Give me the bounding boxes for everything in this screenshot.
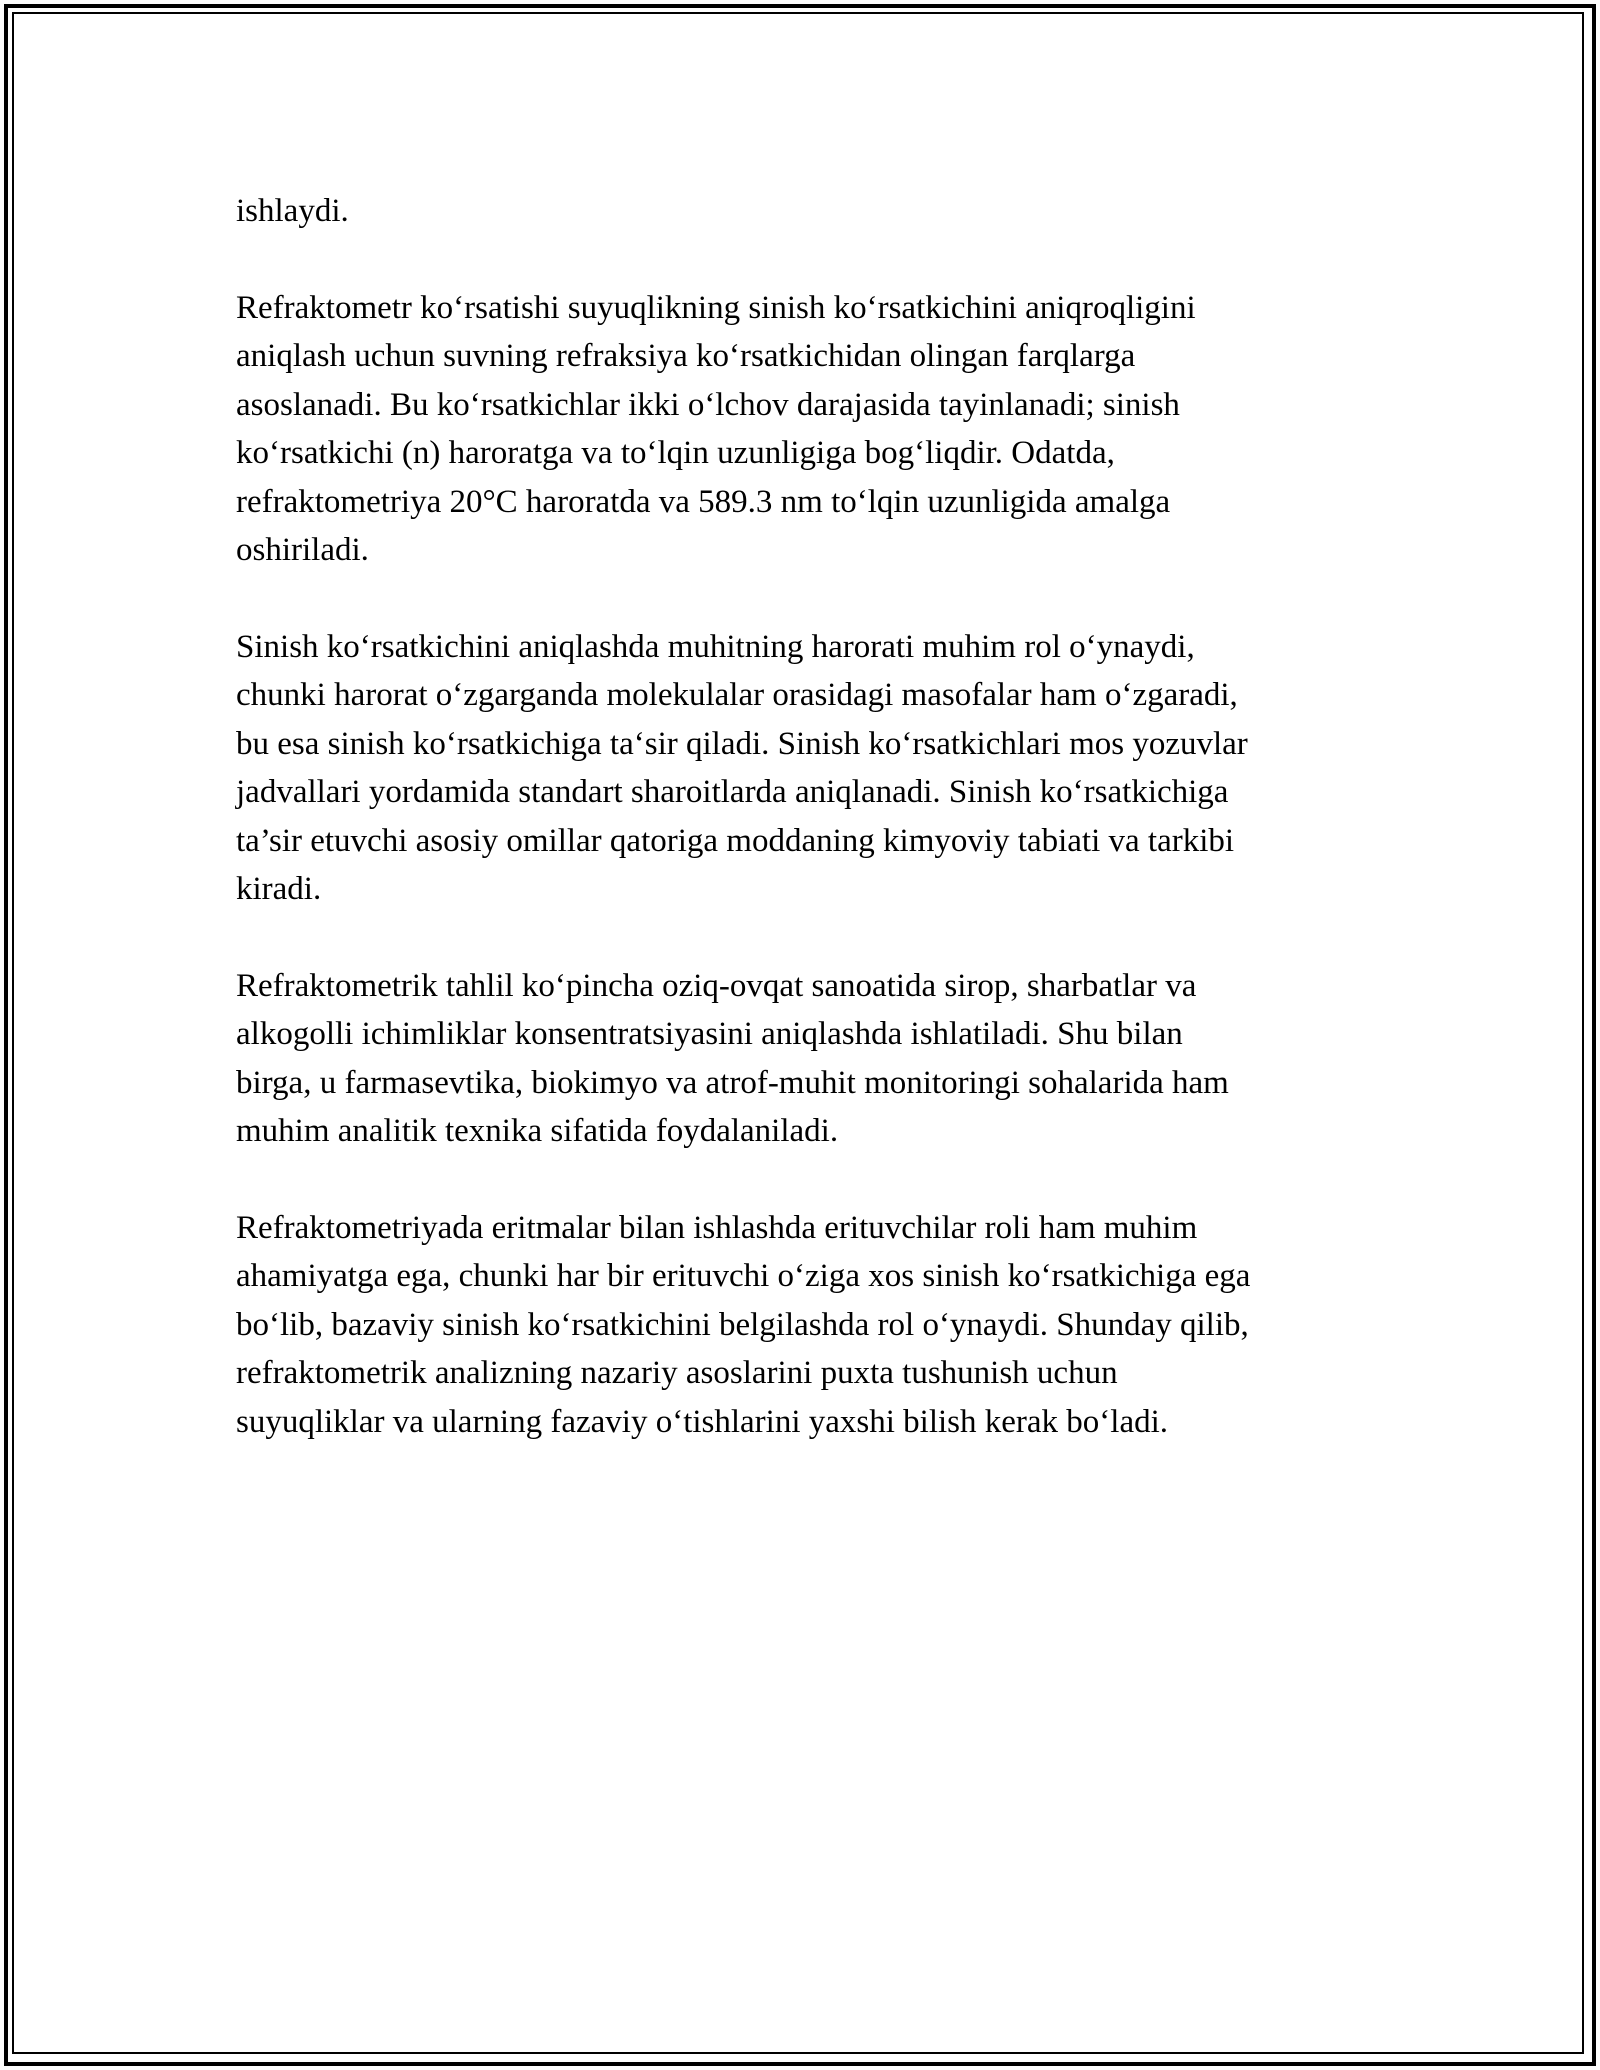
paragraph-3 — [236, 623, 1376, 914]
paragraph-2 — [236, 284, 1376, 575]
text-line: aniqlash uchun suvning refraksiya ko‘rsatkichidan olingan farqlarga — [236, 338, 1136, 374]
text-line: bo‘lib, bazaviy sinish ko‘rsatkichini belgilashda rol o‘ynaydi. Shunday qilib, — [236, 1306, 1249, 1343]
document-body — [236, 187, 1376, 1494]
paragraph-1 — [236, 187, 1376, 236]
text-line: bu esa sinish ko‘rsatkichiga ta‘sir qiladi. Sinish ko‘rsatkichlari mos yozuvlar — [236, 725, 1248, 762]
text-line: birga, u farmasevtika, biokimyo va atrof-muhit monitoringi sohalarida ham — [236, 1064, 1229, 1101]
text-line: ahamiyatga ega, chunki har bir erituvchi o‘ziga xos sinish ko‘rsatkichiga ega — [236, 1258, 1251, 1294]
text-line: refraktometrik analizning nazariy asoslarini puxta tushunish uchun — [236, 1355, 1118, 1391]
text-line: ishlaydi. — [236, 193, 349, 229]
text-line: Sinish ko‘rsatkichini aniqlashda muhitning harorati muhim rol o‘ynaydi, — [236, 628, 1195, 665]
text-line: ko‘rsatkichi (n) haroratga va to‘lqin uzunligiga bog‘liqdir. Odatda, — [236, 435, 1115, 471]
text-line: Refraktometr ko‘rsatishi suyuqlikning sinish ko‘rsatkichini aniqroqligini — [236, 289, 1196, 326]
text-line: chunki harorat o‘zgarganda molekulalar orasidagi masofalar ham o‘zgaradi, — [236, 677, 1238, 713]
text-line: suyuqliklar va ularning fazaviy o‘tishlarini yaxshi bilish kerak bo‘ladi. — [236, 1403, 1169, 1440]
paragraph-5 — [236, 1204, 1376, 1447]
text-line: Refraktometriyada eritmalar bilan ishlashda erituvchilar roli ham muhim — [236, 1209, 1198, 1246]
text-line: muhim analitik texnika sifatida foydalaniladi. — [236, 1113, 839, 1149]
text-line: asoslanadi. Bu ko‘rsatkichlar ikki o‘lchov darajasida tayinlanadi; sinish — [236, 386, 1180, 423]
paragraph-4 — [236, 962, 1376, 1156]
text-line: kiradi. — [236, 871, 322, 907]
text-line: ta’sir etuvchi asosiy omillar qatoriga moddaning kimyoviy tabiati va tarkibi — [236, 822, 1235, 859]
text-line: refraktometriya 20°C haroratda va 589.3 nm to‘lqin uzunligida amalga — [236, 483, 1171, 520]
text-line: jadvallari yordamida standart sharoitlarda aniqlanadi. Sinish ko‘rsatkichiga — [236, 774, 1229, 810]
text-line: alkogolli ichimliklar konsentratsiyasini aniqlashda ishlatiladi. Shu bilan — [236, 1016, 1183, 1052]
text-line: oshiriladi. — [236, 532, 369, 568]
text-line: Refraktometrik tahlil ko‘pincha oziq-ovqat sanoatida sirop, sharbatlar va — [236, 967, 1197, 1004]
